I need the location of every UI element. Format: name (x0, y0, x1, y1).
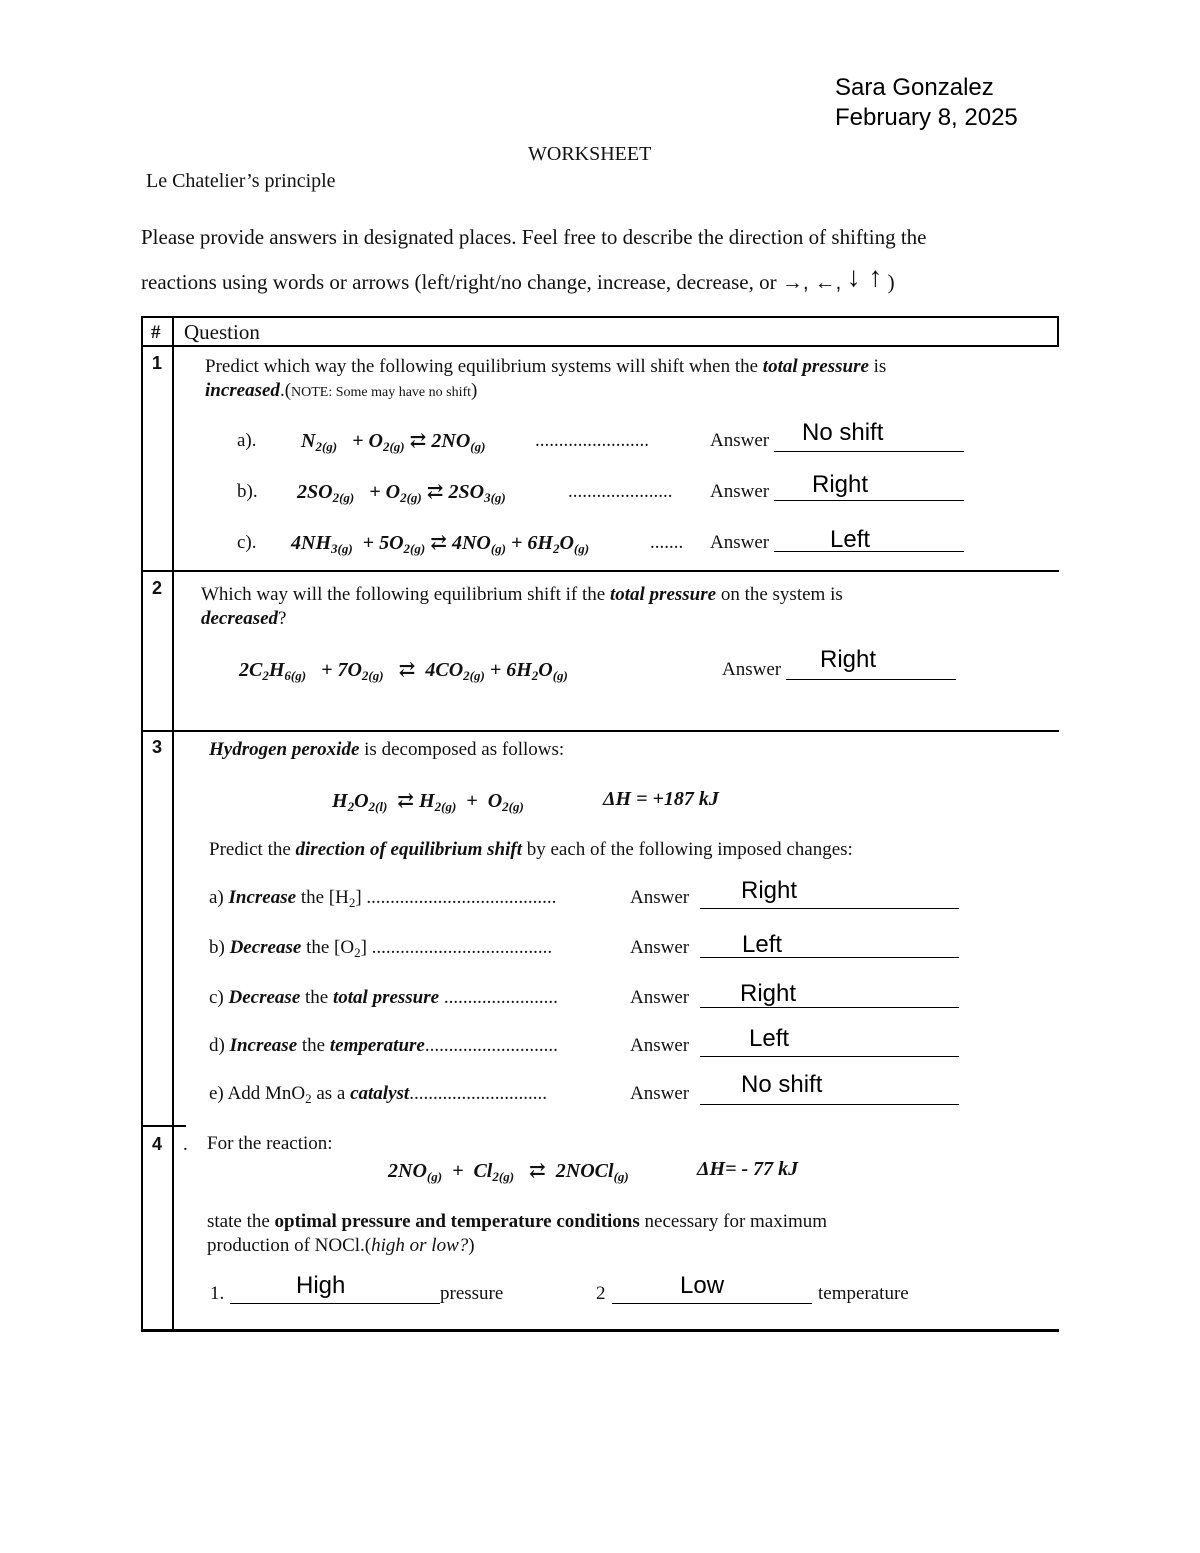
table-right-border (1057, 316, 1059, 347)
q1-prompt-line2 (205, 380, 477, 402)
q3e-action: Add MnO$_2$ as a (227, 1083, 346, 1106)
q4-stray-dot: . (183, 1134, 188, 1155)
student-name: Sara Gonzalez (835, 74, 994, 101)
q3e-label: e) (209, 1083, 224, 1104)
row-divider-3 (141, 1125, 186, 1127)
q3-intro (209, 739, 564, 761)
q4-enthalpy: ΔH= - 77 kJ (697, 1158, 799, 1180)
q3e-answer-label: Answer (630, 1083, 690, 1104)
q4-item1-label: 1. (210, 1283, 225, 1304)
table-bottom-border (141, 1329, 1059, 1332)
q3b-answer-label: Answer (630, 937, 690, 958)
instructions-close-paren: ) (887, 270, 895, 294)
q1a-reaction: $N_{2(g)} + O_{2(g)}$ ⇄ $2NO_{(g)}$ (301, 430, 486, 454)
q3a-action: Increase (228, 887, 297, 908)
q1-number: 1 (152, 353, 163, 373)
q3a-answer-line (700, 908, 959, 909)
q4-reaction: $2NO_{(g)} + Cl_{2(g)}$ ⇄ 2NOCl$_{(g)}$ (388, 1160, 629, 1184)
q3a-rest: the $[H_2]$ (300, 887, 362, 910)
q3-predict (209, 839, 853, 861)
q3a-row (209, 887, 556, 909)
q1b-answer-line (774, 500, 964, 501)
q4-item1-suffix: pressure (440, 1283, 504, 1304)
q1c-label: c). (237, 532, 257, 553)
q1-prompt-d: increased (205, 380, 280, 401)
q3d-answer-line (700, 1056, 959, 1057)
q1c-reaction: $4NH_{3(g)} + 5O_{2(g)}$ ⇄ $4NO_{(g)} + 6H_2O_{(g)}$ (291, 532, 590, 556)
q3d-answer-label: Answer (630, 1035, 690, 1056)
q2-prompt-b: total pressure (609, 584, 717, 605)
q2-answer-label: Answer (722, 659, 782, 680)
q1a-answer-label: Answer (710, 430, 770, 451)
q1a-answer[interactable]: No shift (802, 419, 884, 446)
q2-number: 2 (152, 578, 163, 598)
q3-predict-b: direction of equilibrium shift (295, 839, 522, 860)
q3c-answer-label: Answer (630, 987, 690, 1008)
q1c-answer-label: Answer (710, 532, 770, 553)
q1b-reaction: $2SO_{2(g)} + O_{2(g)}$ ⇄ $2SO_{3(g)}$ (297, 481, 506, 505)
q3a-answer-label: Answer (630, 887, 690, 908)
q3b-label: b) (209, 937, 225, 958)
q3-reaction: $H_2O_{2(l)}$ ⇄ $H_{2(g)} + O_{2(g)}$ (332, 790, 524, 814)
q3-intro-bold: Hydrogen peroxide (209, 739, 360, 760)
q3b-dots: ...................................... (371, 937, 553, 958)
col-number-header: # (151, 322, 161, 343)
arrows-horizontal-icon: →, ←, (781, 271, 842, 294)
q1b-answer-label: Answer (710, 481, 770, 502)
row-divider-2 (141, 730, 1059, 732)
q4-state-f: ) (468, 1235, 475, 1256)
col-question-header: Question (184, 320, 260, 344)
q2-prompt-e: ? (278, 608, 287, 629)
q1-note: NOTE: Some may have no shift (291, 385, 472, 400)
q3d-dots: ............................ (424, 1035, 558, 1056)
q4-state-a: state the (207, 1211, 270, 1232)
q3b-action: Decrease (229, 937, 302, 958)
q3c-rest: the (305, 987, 329, 1008)
q3c-answer[interactable]: Right (740, 980, 797, 1007)
q3d-rest-bold: temperature (329, 1035, 425, 1056)
q1-prompt-e: .( (279, 380, 292, 401)
q3e-answer[interactable]: No shift (741, 1071, 823, 1098)
q3e-rest-bold: catalyst (350, 1083, 410, 1104)
q3d-rest: the (301, 1035, 326, 1056)
q3b-row (209, 937, 552, 959)
q1b-dots: ...................... (568, 481, 673, 502)
q4-state-d: production of NOCl.( (207, 1235, 372, 1256)
date: February 8, 2025 (835, 104, 1018, 131)
q3-predict-c: by each of the following imposed changes: (526, 839, 853, 860)
q4-item2-answer-line (612, 1303, 812, 1304)
q3d-action: Increase (229, 1035, 298, 1056)
q4-state-line2 (207, 1235, 475, 1257)
q2-reaction: $2C_2H_{6(g)} + 7O_{2(g)}$ ⇄ $4CO_{2(g)} + 6H_2O_{(g)}$ (239, 659, 568, 683)
q3e-row (209, 1083, 547, 1105)
q3d-label: d) (209, 1035, 225, 1056)
q1-prompt-a: Predict which way the following equilibrium systems will shift when the (205, 356, 759, 377)
q1a-answer-line (774, 451, 964, 452)
q1-prompt-c: is (873, 356, 887, 377)
q4-number: 4 (152, 1134, 163, 1154)
q3d-answer[interactable]: Left (749, 1025, 790, 1052)
q3-predict-a: Predict the (209, 839, 291, 860)
q2-prompt-a: Which way will the following equilibrium shift if the (201, 584, 606, 605)
instructions-line2-text: reactions using words or arrows (left/right/no change, increase, decrease, or (141, 270, 777, 294)
q3-number: 3 (152, 737, 163, 757)
q4-intro: For the reaction: (207, 1133, 333, 1154)
q1-prompt (205, 356, 886, 378)
q4-state-b: optimal pressure and temperature conditions (274, 1211, 640, 1232)
worksheet-title: WORKSHEET (528, 143, 652, 165)
table-header-divider (141, 345, 1059, 347)
q4-state-e: high or low? (371, 1235, 469, 1256)
q3c-dots: ........................ (443, 987, 558, 1008)
table-column-divider (172, 316, 174, 1332)
q3b-answer[interactable]: Left (742, 931, 783, 958)
table-left-border (141, 316, 143, 1332)
q2-answer[interactable]: Right (820, 646, 877, 673)
q3c-rest-bold: total pressure (332, 987, 440, 1008)
q3c-row (209, 987, 558, 1009)
q4-state-line1 (207, 1211, 827, 1233)
q1b-label: b). (237, 481, 258, 502)
instructions-line2 (141, 261, 895, 296)
q1b-answer[interactable]: Right (812, 471, 869, 498)
q2-answer-line (786, 679, 956, 680)
arrows-vertical-icon: ↓ ↑ (846, 261, 883, 292)
q4-item2-answer[interactable]: Low (680, 1272, 725, 1299)
q4-state-c: necessary for maximum (644, 1211, 828, 1232)
row-divider-1 (141, 570, 1059, 572)
q4-item2-suffix: temperature (818, 1283, 909, 1304)
q1a-label: a). (237, 430, 257, 451)
table-top-border (141, 316, 1059, 318)
q3e-dots: ............................. (409, 1083, 547, 1104)
q1-prompt-b: total pressure (762, 356, 869, 377)
q1a-dots: ........................ (535, 430, 649, 451)
q3a-answer[interactable]: Right (741, 877, 798, 904)
q3b-rest: the $[O_2]$ (306, 937, 367, 960)
q3c-answer-line (700, 1007, 959, 1008)
q3b-answer-line (700, 957, 959, 958)
q4-item1-answer-line (230, 1303, 440, 1304)
subject-title: Le Chatelier’s principle (146, 170, 336, 192)
q4-item2-label: 2 (596, 1283, 606, 1304)
q3-intro-rest: is decomposed as follows: (364, 739, 565, 760)
q3e-answer-line (700, 1104, 959, 1105)
q2-prompt (201, 584, 843, 606)
q4-item1-answer[interactable]: High (296, 1272, 346, 1299)
q2-prompt-line2 (201, 608, 286, 630)
q3c-label: c) (209, 987, 224, 1008)
q1-prompt-f: ) (471, 380, 478, 401)
q2-prompt-c: on the system is (720, 584, 843, 605)
instructions-line1: Please provide answers in designated places. Feel free to describe the direction of shifting the (141, 225, 927, 249)
q3a-dots: ........................................ (366, 887, 557, 908)
q3c-action: Decrease (228, 987, 301, 1008)
q3-enthalpy: ΔH = +187 kJ (603, 788, 719, 810)
q3d-row (209, 1035, 558, 1057)
q3a-label: a) (209, 887, 224, 908)
q1c-dots: ....... (650, 532, 684, 553)
q1c-answer[interactable]: Left (830, 526, 871, 553)
q2-prompt-d: decreased (201, 608, 279, 629)
